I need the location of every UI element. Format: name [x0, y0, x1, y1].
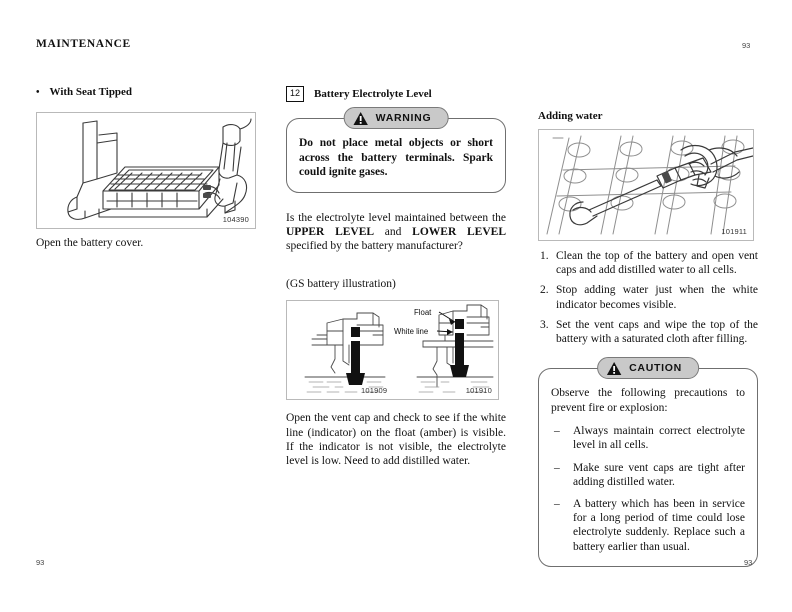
figure-number: 104390	[222, 215, 249, 224]
figure-number: 101911	[721, 227, 747, 236]
question-part-2: and	[374, 225, 413, 238]
adding-water-steps	[538, 249, 758, 346]
warning-banner	[344, 107, 449, 129]
middle-column-heading-label: Battery Electrolyte Level	[314, 88, 432, 100]
left-column	[36, 86, 256, 250]
question-part-3: specified by the battery manufacturer?	[286, 239, 463, 252]
list-item: – Make sure vent caps are tight after adding distilled water.	[551, 461, 745, 489]
adding-water-heading: Adding water	[538, 110, 603, 122]
gs-battery-note: (GS battery illustration)	[286, 278, 396, 291]
battery-cover-open-figure	[36, 112, 256, 229]
list-item: Stop adding water just when the white indicator becomes visible.	[556, 284, 758, 311]
warning-box	[286, 112, 506, 193]
list-item: Clean the top of the battery and open vent caps and add distilled water to all cells.	[556, 250, 758, 277]
list-item: Set the vent caps and wipe the top of the battery with a saturated cloth after filling.	[556, 318, 758, 346]
adding-water-illustration	[539, 130, 753, 240]
page-header-number: 93	[742, 41, 751, 50]
caution-intro: Observe the following precautions to prevent fire or explosion:	[551, 387, 745, 414]
warning-triangle-icon	[353, 111, 369, 126]
section-number-box: 12	[286, 86, 304, 102]
left-column-heading-label: With Seat Tipped	[49, 86, 133, 98]
caution-banner	[597, 357, 699, 379]
warning-frame	[286, 118, 506, 193]
middle-column	[286, 86, 506, 468]
electrolyte-level-question	[286, 211, 506, 254]
battery-float-figure	[286, 300, 499, 400]
figure-number-left: 101909	[361, 386, 388, 396]
list-item: – Always maintain correct electrolyte level in all cells.	[551, 424, 745, 452]
caution-frame	[538, 368, 758, 567]
footer-page-number-left: 93	[36, 558, 45, 567]
battery-cover-open-illustration	[37, 113, 255, 228]
bullet-dot-icon: •	[36, 87, 40, 98]
upper-level-emphasis: UPPER LEVEL	[286, 225, 375, 238]
figure-number-right: 101910	[465, 386, 492, 396]
battery-float-indicator-illustration	[287, 301, 498, 399]
caution-label: CAUTION	[629, 362, 682, 375]
caution-items	[551, 424, 745, 554]
footer-page-number-right: 93	[744, 558, 753, 567]
float-label-text: Float	[414, 308, 432, 318]
caution-box	[538, 362, 758, 567]
warning-triangle-icon	[606, 361, 622, 376]
adding-water-figure	[538, 129, 754, 241]
middle-column-heading	[286, 86, 506, 102]
page-header-title: MAINTENANCE	[36, 38, 131, 50]
warning-label: WARNING	[375, 112, 432, 124]
question-part-1: Is the electrolyte level maintained between the	[286, 211, 506, 224]
left-column-caption: Open the battery cover.	[36, 237, 144, 249]
lower-level-emphasis: LOWER LEVEL	[412, 225, 506, 238]
left-column-heading	[36, 86, 256, 98]
white-line-label-text: White line	[394, 327, 429, 337]
vent-cap-instruction: Open the vent cap and check to see if the white line (indicator) on the float (amber) is visible. If the indicator is not visible, the electrolyte level is low. Need to add distilled water.	[286, 412, 506, 467]
list-item: – A battery which has been in service for a long period of time could lose electrolyte suddenly. Replace such a battery earlier than usual.	[551, 497, 745, 554]
right-column	[538, 86, 758, 567]
warning-text: Do not place metal objects or short across the battery terminals. Spark could ignite gases.	[299, 137, 493, 178]
